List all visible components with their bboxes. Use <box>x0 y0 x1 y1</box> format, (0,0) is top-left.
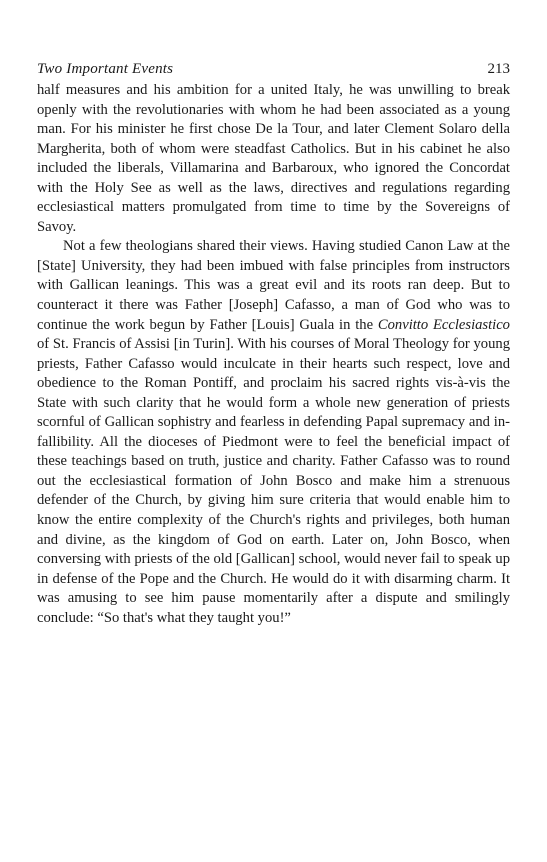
paragraph-2 <box>37 237 510 628</box>
running-head <box>37 60 510 78</box>
body-text <box>37 81 510 628</box>
paragraph-text: half measures and his ambition for a united Italy, he was unwilling to break openly with the revolutionaries with whom he had been associated as a young man. For his minister he first chose De la Tour, and later Clement Solaro della Margherita, both of whom were steadfast Catholics. But in his cabinet he also included the liberals, Villamarina and Barbaroux, who ignored the Concordat with the Holy See as well as the laws, directives and regulations regarding ecclesiastical matters promulgated from time to time by the Sovereigns of Savoy. <box>37 82 510 235</box>
italic-title-convitto: Convitto Ecclesiastico <box>377 316 510 333</box>
paragraph-1 <box>37 81 510 237</box>
paragraph-text: of St. Francis of Assisi [in Turin]. With his courses of Moral Theology for young priests, Father Cafasso would inculcate in their hearts such respect, love and obedience to the Roman Pontiff, and proclaim his sacred rights vis-à-vis the State with such clarity that he would form a whole new generation of priests scornful of Gallican sophistry and fearless in defending Papal supremacy and infallibility. All the dioceses of Piedmont were to feel the beneficial impact of these teachings based on truth, justice and charity. Father Cafasso was to round out the ecclesiastical formation of John Bosco and make him a strenuous defender of the Church, by giving him sure criteria that would enable him to know the entire complexity of the Church's rights and privileges, both human and divine, as the kingdom of God on earth. Later on, John Bosco, when conversing with priests of the old [Gallican] school, would never fail to speak up in defense of the Pope and the Church. He would do it with disarming charm. It was amusing to see him pause momentarily after a dispute and smilingly conclude: “So that's what they taught you!” <box>37 336 510 626</box>
running-title: Two Important Events <box>37 61 174 77</box>
paragraph-text: Not a few theologians shared their views. Having studied Canon Law at the [State] University, they had been imbued with false principles from instructors with Gallican leanings. This was a great evil and its roots ran deep. But to counteract it there was Father [Joseph] Cafasso, a man of God who was to continue the work begun by Father [Louis] Guala in the <box>37 238 510 333</box>
page-number: 213 <box>487 61 510 77</box>
book-page <box>37 60 510 628</box>
